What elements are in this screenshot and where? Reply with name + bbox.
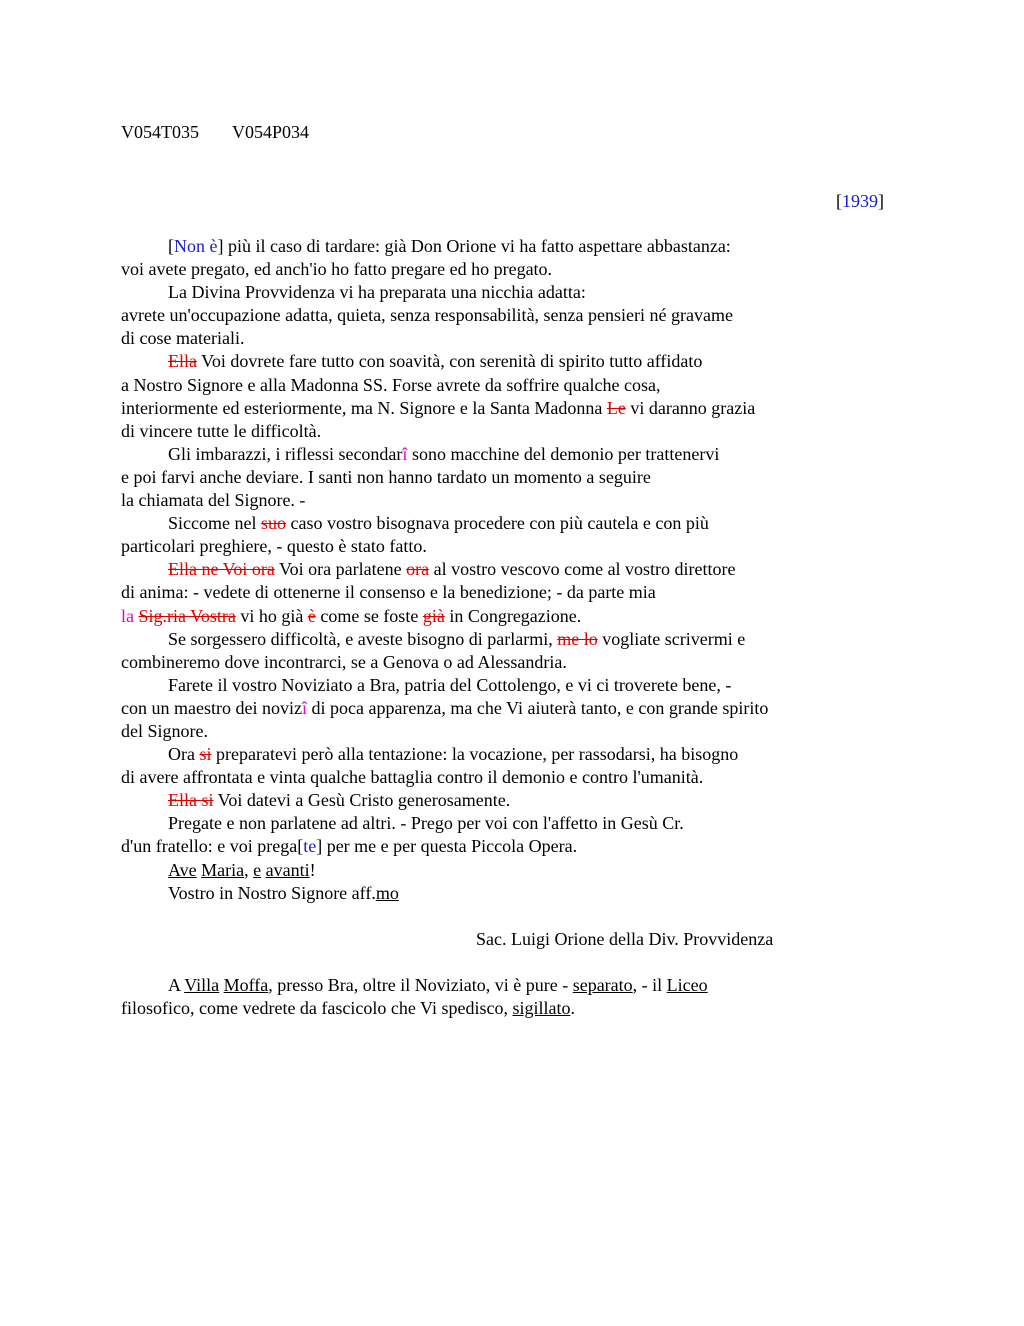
deletion: si — [199, 744, 212, 765]
text-line: Pregate e non parlatene ad altri. - Prego per voi con l'affetto in Gesù Cr. — [168, 813, 684, 834]
signature: Sac. Luigi Orione della Div. Provvidenza — [476, 928, 774, 949]
text-line: con un maestro dei novizî di poca apparenza, ma che Vi aiuterà tanto, e con grande spirito — [121, 697, 769, 718]
salutation: Ave Maria, e avanti! — [168, 859, 316, 880]
letter-date: [1939] — [836, 191, 884, 211]
deletion: suo — [260, 513, 286, 534]
text-line: avrete un'occupazione adatta, quieta, senza responsabilità, senza pensieri né gravame — [121, 305, 733, 326]
text-line: Siccome nel suo caso vostro bisognava procedere con più cautela e con più — [168, 513, 709, 534]
text-line: Ella si Voi datevi a Gesù Cristo generosamente. — [168, 790, 511, 811]
text-line: di cose materiali. — [121, 328, 245, 349]
text-line: [Non è] più il caso di tardare: già Don Orione vi ha fatto aspettare abbastanza: — [168, 236, 731, 256]
variant-mark: î — [301, 697, 307, 718]
text-line: Gli imbarazzi, i riflessi secondarî sono macchine del demonio per trattenervi — [168, 443, 720, 464]
deletion: Ella — [168, 351, 197, 372]
deletion: già — [422, 605, 445, 626]
text-line: di vincere tutte le difficoltà. — [121, 420, 322, 441]
text-line: particolari preghiere, - questo è stato fatto. — [121, 536, 427, 557]
year-value: 1939 — [842, 191, 878, 211]
text-line: del Signore. — [121, 720, 208, 741]
text-line: Ella ne Voi ora Voi ora parlatene ora al vostro vescovo come al vostro direttore — [168, 559, 736, 580]
deletion: Le — [606, 397, 626, 418]
deletion: è — [307, 605, 316, 626]
text-line: Ora si preparatevi però alla tentazione: la vocazione, per rassodarsi, ha bisogno — [168, 744, 739, 765]
variant-mark: la — [121, 605, 134, 626]
document-reference-header — [121, 121, 309, 144]
text-line: d'un fratello: e voi prega[te] per me e per questa Piccola Opera. — [121, 836, 578, 857]
text-line: Se sorgessero difficoltà, e aveste bisogno di parlarmi, me lo vogliate scrivermi e — [168, 628, 746, 649]
variant-mark: î — [402, 443, 408, 464]
text-line: di anima: - vedete di ottenerne il consenso e la benedizione; - da parte mia — [121, 582, 656, 603]
text-line: La Divina Provvidenza vi ha preparata una nicchia adatta: — [168, 282, 586, 303]
deletion: Ella si — [168, 790, 214, 811]
text-line: interiormente ed esteriormente, ma N. Signore e la Santa Madonna Le vi daranno grazia — [121, 397, 756, 418]
text-line: Ella Voi dovrete fare tutto con soavità, con serenità di spirito tutto affidato — [168, 351, 703, 372]
editorial-insertion: Non è — [174, 236, 218, 256]
text-line: a Nostro Signore e alla Madonna SS. Forse avrete da soffrire qualche cosa, — [121, 374, 661, 395]
ref-p-code: V054P034 — [232, 122, 310, 142]
text-line: Farete il vostro Noviziato a Bra, patria del Cottolengo, e vi ci troverete bene, - — [168, 674, 732, 695]
postscript-line: filosofico, come vedrete da fascicolo che Vi spedisco, sigillato. — [121, 998, 575, 1019]
postscript-line: A Villa Moffa, presso Bra, oltre il Noviziato, vi è pure - separato, - il Liceo — [168, 975, 708, 995]
editorial-insertion: te — [303, 836, 317, 857]
deletion: Ella ne Voi ora — [168, 559, 275, 580]
letter-body — [121, 235, 861, 1020]
closing: Vostro in Nostro Signore aff.mo — [168, 882, 399, 903]
text-line: di avere affrontata e vinta qualche battaglia contro il demonio e contro l'umanità. — [121, 767, 704, 788]
deletion: ora — [406, 559, 430, 580]
text-line: e poi farvi anche deviare. I santi non hanno tardato un momento a seguire — [121, 466, 651, 487]
text-line: combineremo dove incontrarci, se a Genova o ad Alessandria. — [121, 651, 567, 672]
text-line: voi avete pregato, ed anch'io ho fatto pregare ed ho pregato. — [121, 259, 553, 280]
ref-t-code: V054T035 — [121, 122, 199, 142]
deletion: Sig.ria Vostra — [138, 605, 236, 626]
text-line: la Sig.ria Vostra vi ho già è come se foste già in Congregazione. — [121, 605, 582, 626]
deletion: me lo — [557, 628, 598, 649]
text-line: la chiamata del Signore. - — [121, 490, 306, 511]
